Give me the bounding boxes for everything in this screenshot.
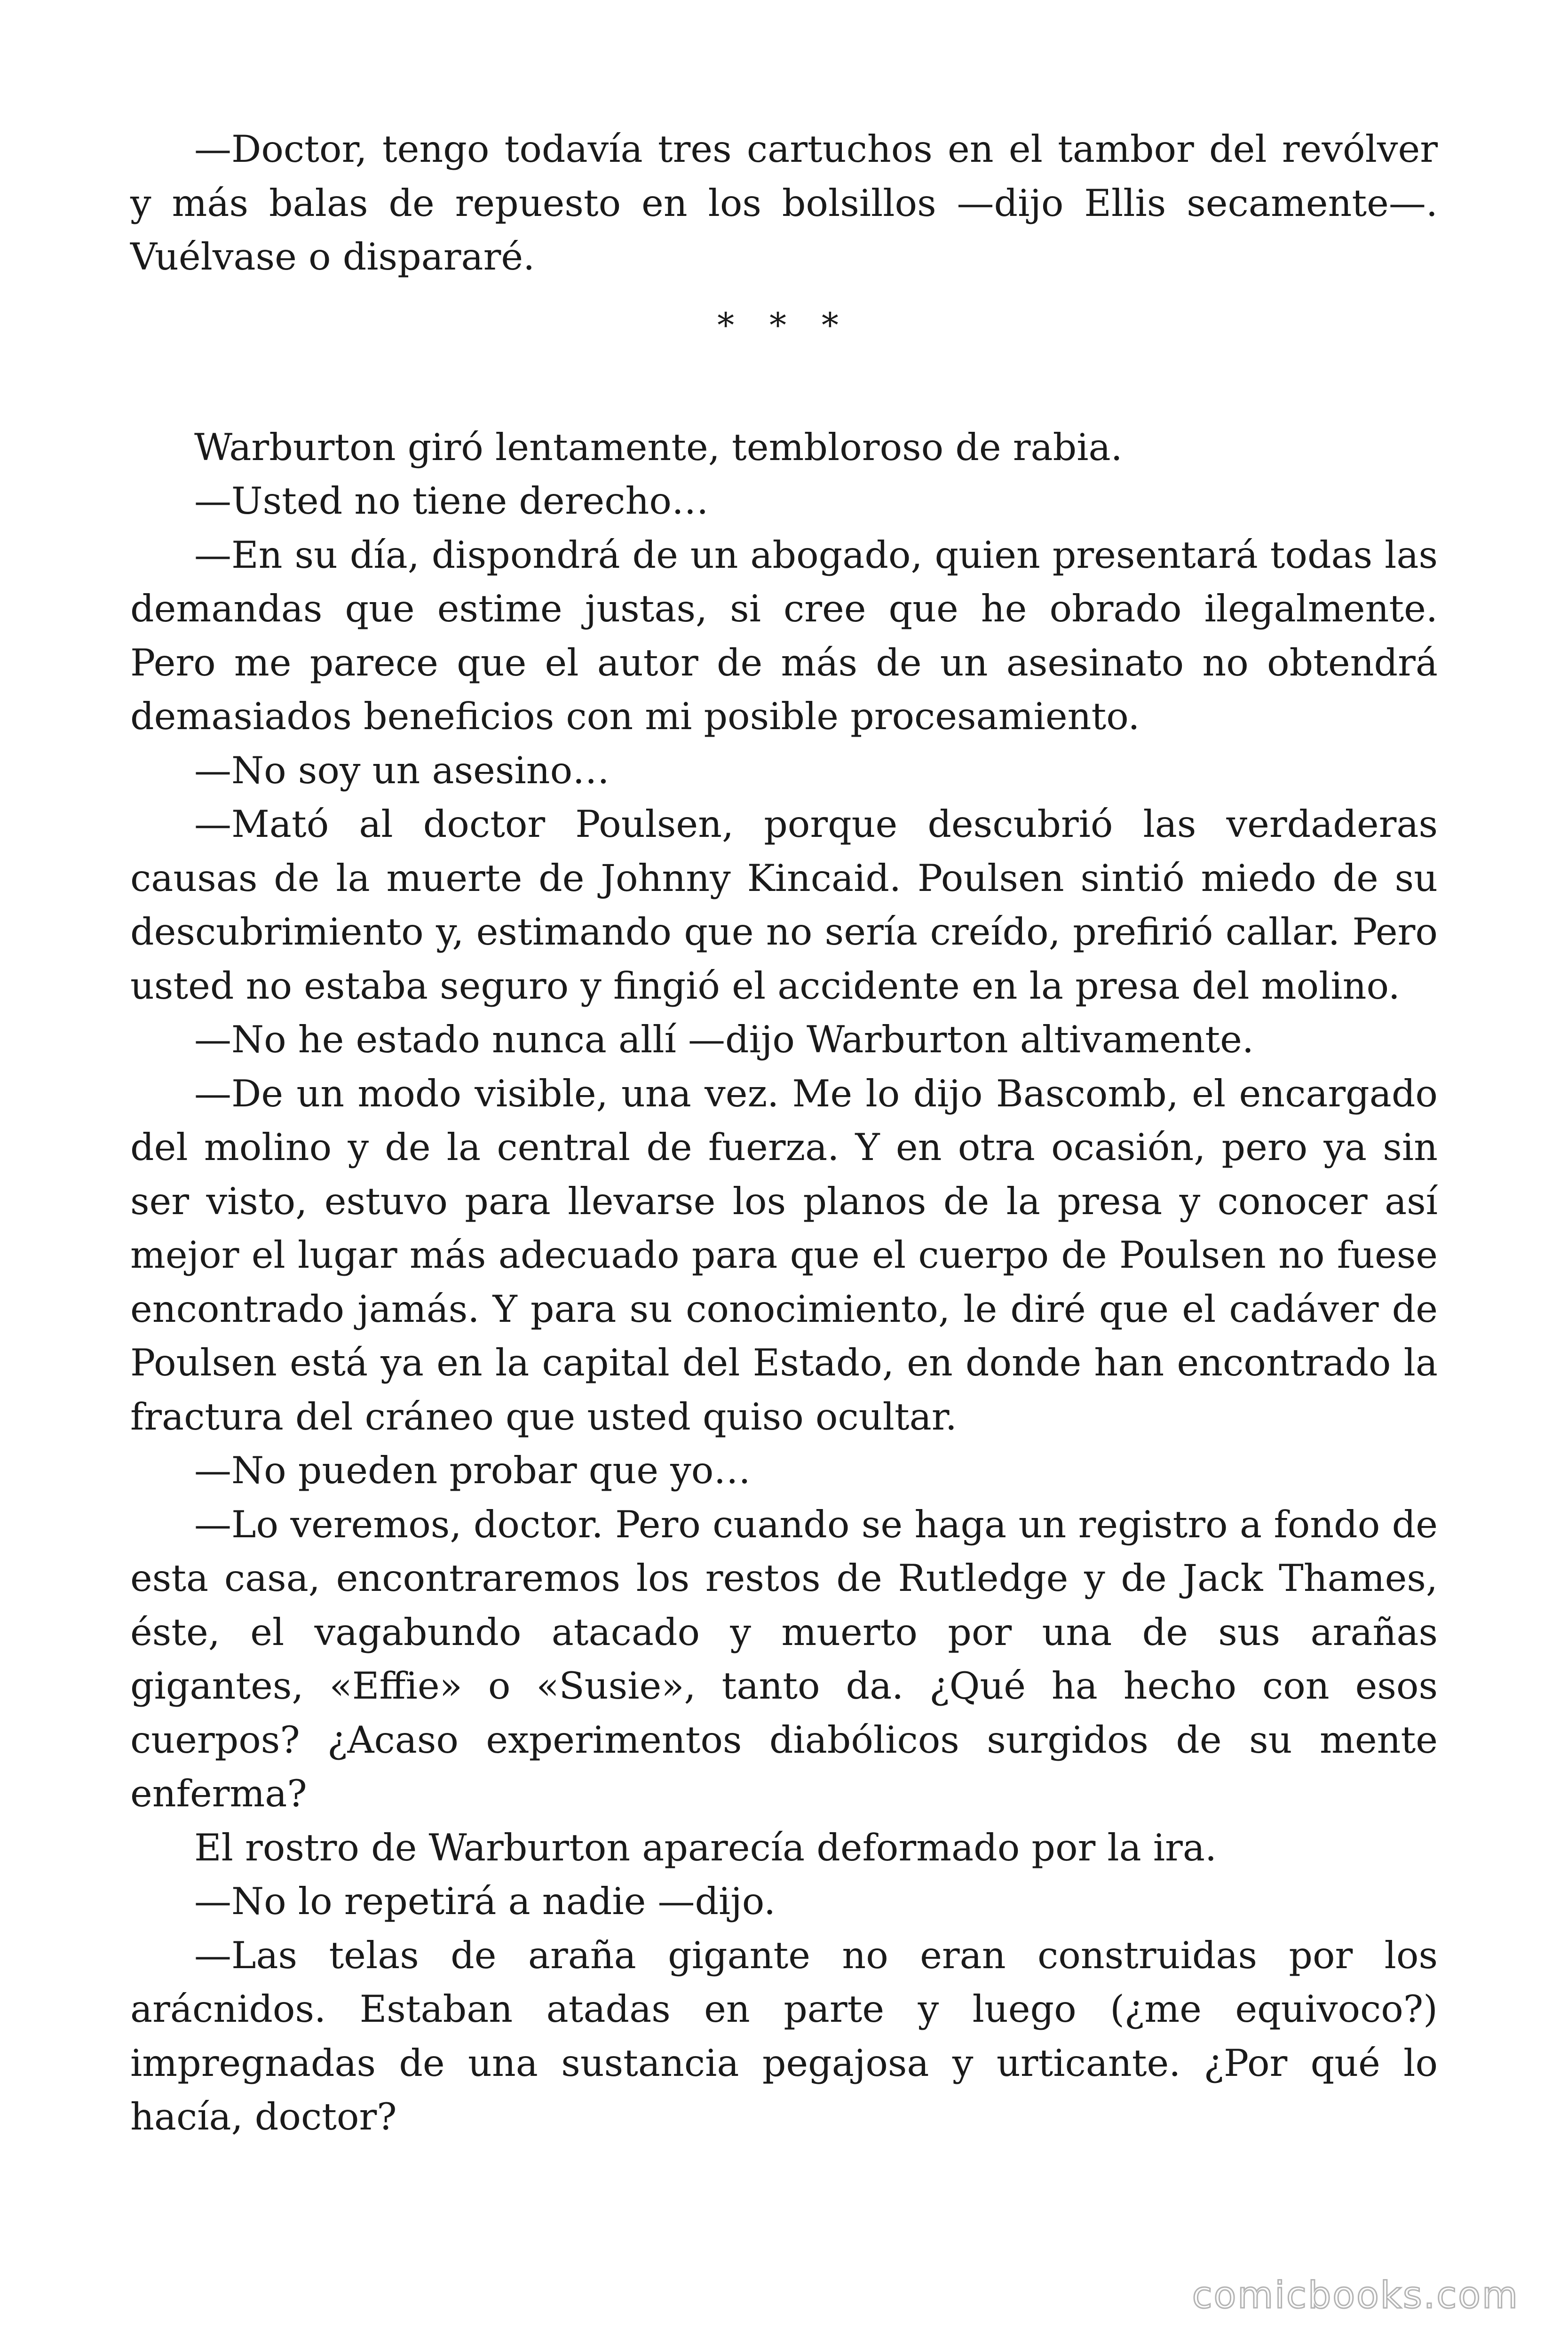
paragraph: —Mató al doctor Poulsen, porque descubrió las verdaderas causas de la muerte de Johnny Kincaid. Poulsen sintió miedo de su descubrimiento y, estimando que no sería creído, prefirió callar. Pero usted no estaba seguro y fingió el accidente en la presa del molino. [130, 803, 1438, 1008]
paragraph: —No lo repetirá a nadie —dijo. [194, 1880, 776, 1923]
paragraph: Warburton giró lentamente, tembloroso de rabia. [194, 425, 1123, 469]
paragraph: —Las telas de araña gigante no eran construidas por los arácnidos. Estaban atadas en parte y luego (¿me equivoco?) impregnadas de una sustancia pegajosa y urticante. ¿Por qué lo hacía, doctor? [130, 1933, 1438, 2138]
paragraph: —Doctor, tengo todavía tres cartuchos en el tambor del revólver y más balas de repuesto en los bolsillos —dijo Ellis secamente—. Vuélvase o dispararé. [130, 127, 1438, 278]
paragraph: —No pueden probar que yo… [194, 1449, 751, 1492]
paragraph: —No soy un asesino… [194, 748, 610, 792]
paragraph: —Usted no tiene derecho… [194, 479, 709, 523]
paragraph: —Lo veremos, doctor. Pero cuando se haga un registro a fondo de esta casa, encontraremos los restos de Rutledge y de Jack Thames, éste, el vagabundo atacado y muerto por una de sus arañas gigantes, «Effie» o «Susie», tanto da. ¿Qué ha hecho con esos cuerpos? ¿Acaso experimentos diabólicos surgidos de su mente enferma? [130, 1502, 1438, 1815]
section-break: * * * [717, 305, 851, 345]
watermark: comicbooks.com [1192, 2274, 1519, 2317]
paragraph: —En su día, dispondrá de un abogado, quien presentará todas las demandas que estime justas, si cree que he obrado ilegalmente. Pero me parece que el autor de más de un asesinato no obtendrá demasiados beneficios con mi posible procesamiento. [130, 533, 1438, 738]
paragraph: El rostro de Warburton aparecía deformado por la ira. [194, 1826, 1217, 1869]
paragraph: —No he estado nunca allí —dijo Warburton altivamente. [194, 1018, 1254, 1061]
page-body [130, 122, 1438, 2144]
paragraph: —De un modo visible, una vez. Me lo dijo Bascomb, el encargado del molino y de la central de fuerza. Y en otra ocasión, pero ya sin ser visto, estuvo para llevarse los planos de la presa y conocer así mejor el lugar más adecuado para que el cuerpo de Poulsen no fuese encontrado jamás. Y para su conocimiento, le diré que el cadáver de Poulsen está ya en la capital del Estado, en donde han encontrado la fractura del cráneo que usted quiso ocultar. [130, 1072, 1438, 1438]
